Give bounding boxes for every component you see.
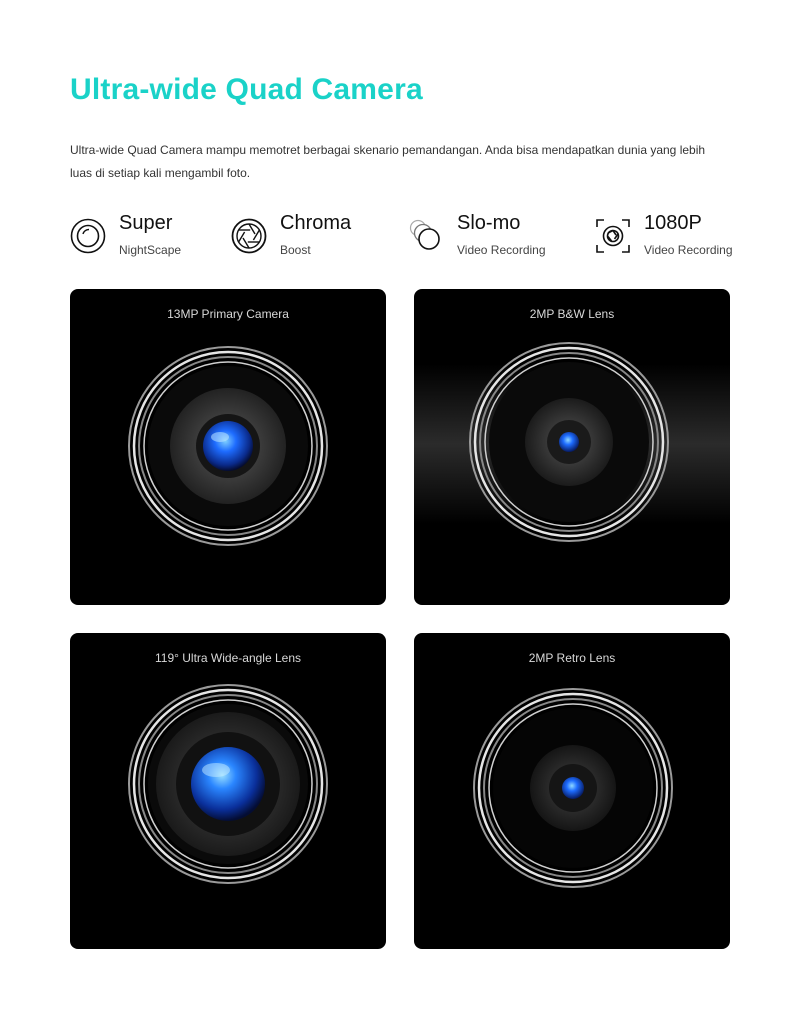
camera-card-primary — [70, 289, 386, 605]
feature-subtitle: Video Recording — [644, 243, 733, 257]
feature-title: Slo-mo — [457, 212, 521, 234]
feature-title: 1080P — [644, 212, 702, 234]
stacked-circles-icon — [408, 218, 444, 254]
primary-lens-image — [70, 289, 386, 605]
camera-label: 119° Ultra Wide-angle Lens — [155, 651, 301, 665]
feature-row — [70, 212, 740, 262]
feature-subtitle: Boost — [280, 243, 311, 257]
page-description: Ultra-wide Quad Camera mampu memotret berbagai skenario pemandangan. Anda bisa mendapatkan dunia yang lebih luas di setiap kali mengambil foto. — [70, 143, 706, 180]
retro-lens-image — [414, 633, 730, 949]
camera-card-bw — [414, 289, 730, 605]
camera-card-retro — [414, 633, 730, 949]
page-title: Ultra-wide Quad Camera — [70, 73, 423, 106]
feature-title: Chroma — [280, 212, 352, 234]
camera-card-ultra-wide — [70, 633, 386, 949]
ultra-wide-lens-image — [70, 633, 386, 949]
feature-subtitle: NightScape — [119, 243, 182, 257]
bw-lens-image — [414, 289, 730, 605]
feature-subtitle: Video Recording — [457, 243, 546, 257]
moon-circle-icon — [70, 218, 106, 254]
camera-label: 2MP B&W Lens — [529, 307, 615, 321]
camera-label: 2MP Retro Lens — [528, 651, 616, 665]
camera-label: 13MP Primary Camera — [167, 307, 289, 321]
focus-frame-icon — [595, 218, 631, 254]
feature-title: Super — [119, 212, 173, 234]
aperture-icon — [231, 218, 267, 254]
